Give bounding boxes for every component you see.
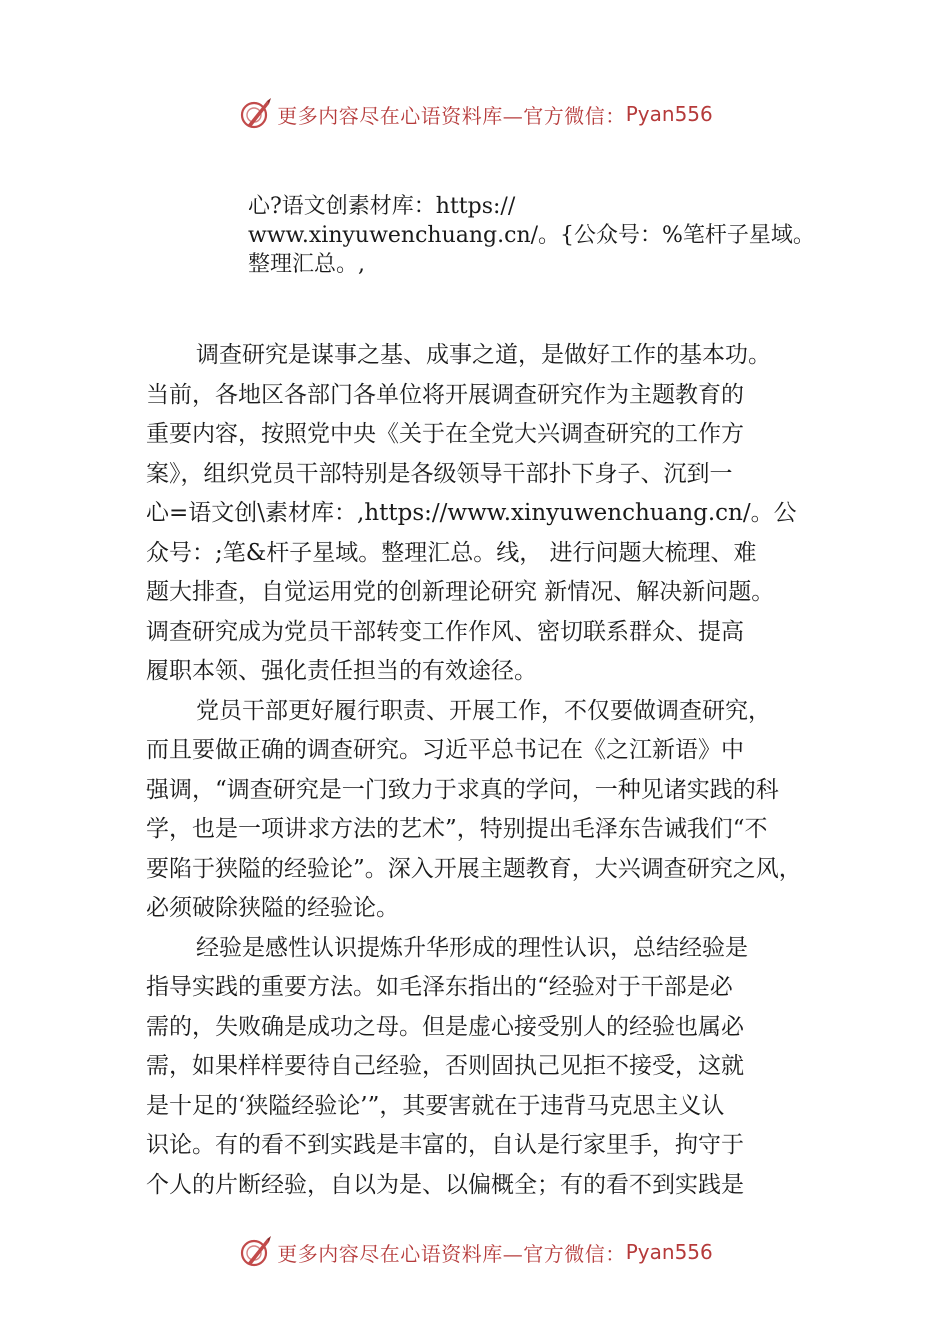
text-line: 需，如果样样要待自己经验，否则固执己见拒不接受，这就 [146, 1053, 744, 1079]
text-line: 调查研究成为党员干部转变工作作风、密切联系群众、提高 [146, 618, 744, 645]
text-line: 学，也是一项讲求方法的艺术”，特别提出毛泽东告诫我们“不 [146, 816, 768, 842]
text-line: 要陷于狭隘的经验论”。深入开展主题教育，大兴调查研究之风， [146, 855, 802, 882]
source-note: 心?语文创素材库：https:// www.xinyuwenchuang.cn/。{公众号：%笔杆子星域。 整理汇总。, [248, 194, 815, 277]
text-line: 经验是感性认识提炼升华形成的理性认识，总结经验是 [196, 934, 748, 961]
banner-text: 更多内容尽在心语资料库—官方微信： [277, 103, 626, 128]
text-line: 众号：;笔&杆子星域。整理汇总。线， 进行问题大梳理、难 [146, 539, 757, 566]
text-line: 题大排查，自觉运用党的创新理论研究 新情况、解决新问题。 [146, 579, 775, 605]
text-line: 重要内容，按照党中央《关于在全党大兴调查研究的工作方 [146, 421, 744, 447]
text-line: 当前，各地区各部门各单位将开展调查研究作为主题教育的 [146, 381, 744, 408]
paragraph-3 [146, 929, 846, 1206]
text-line: 而且要做正确的调查研究。习近平总书记在《之江新语》中 [146, 737, 744, 763]
header-banner [0, 92, 950, 136]
text-line: 必须破除狭隘的经验论。 [146, 895, 399, 921]
footer-banner [0, 1230, 950, 1274]
text-line: 识论。有的看不到实践是丰富的，自认是行家里手，拘守于 [146, 1132, 744, 1158]
paragraph-1 [146, 336, 846, 692]
text-line: 案》，组织党员干部特别是各级领导干部扑下身子、沉到一 [146, 460, 733, 487]
text-line: 需的，失败确是成功之母。但是虚心接受别人的经验也属必 [146, 1013, 744, 1040]
quill-logo-icon [237, 1234, 273, 1270]
text-line: 党员干部更好履行职责、开展工作，不仅要做调查研究， [196, 697, 771, 724]
text-line: 个人的片断经验，自以为是、以偏概全；有的看不到实践是 [146, 1171, 744, 1198]
text-line: 是十足的‘狭隘经验论’”，其要害就在于违背马克思主义认 [146, 1092, 725, 1119]
text-line: 指导实践的重要方法。如毛泽东指出的“经验对于干部是必 [146, 974, 733, 1000]
banner-wechat-id: Pyan556 [625, 102, 713, 126]
quill-logo-icon [237, 96, 273, 132]
text-line: 履职本领、强化责任担当的有效途径。 [146, 658, 537, 684]
banner-text: 更多内容尽在心语资料库—官方微信： [277, 1241, 626, 1266]
article-body [146, 336, 846, 1205]
text-line: 强调，“调查研究是一门致力于求真的学问，一种见诸实践的科 [146, 776, 779, 803]
text-line: 心=语文创\素材库：,https://www.xinyuwenchuang.cn/。公 [146, 500, 797, 526]
text-line: 调查研究是谋事之基、成事之道，是做好工作的基本功。 [196, 342, 771, 368]
paragraph-2 [146, 692, 846, 929]
banner-wechat-id: Pyan556 [625, 1240, 713, 1264]
